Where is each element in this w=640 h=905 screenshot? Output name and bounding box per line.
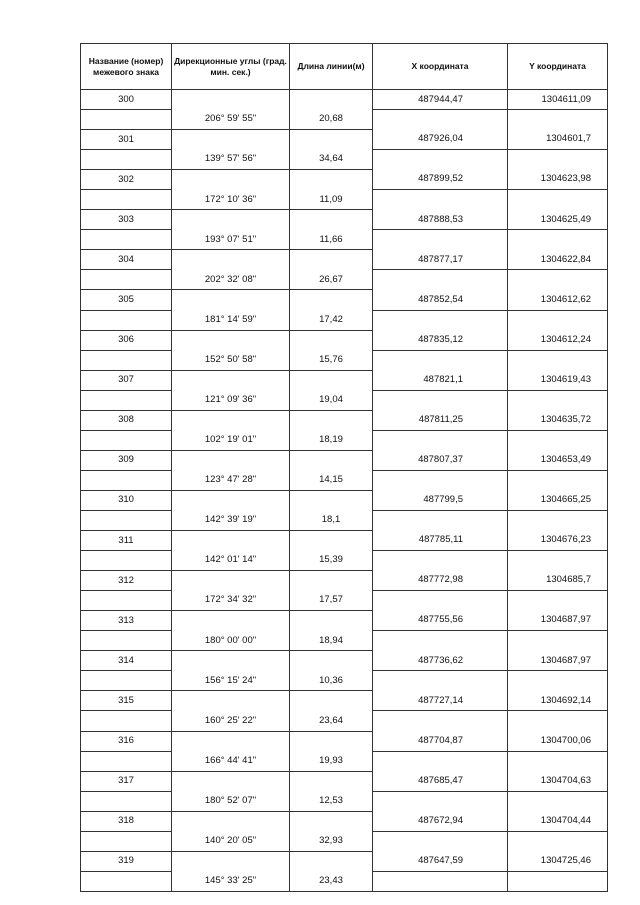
y-coordinate: 1304676,23: [508, 531, 608, 551]
point-name: 300: [81, 90, 172, 110]
x-coordinate: 487852,54: [373, 290, 508, 310]
empty-cell: [290, 611, 373, 631]
table-row-point: [81, 370, 608, 390]
line-length: 18,19: [290, 430, 373, 450]
empty-cell: [290, 571, 373, 591]
empty-cell: [373, 591, 508, 611]
empty-cell: [81, 871, 172, 891]
table-row-point: [81, 851, 608, 871]
empty-cell: [373, 430, 508, 450]
empty-cell: [373, 270, 508, 290]
empty-cell: [172, 611, 290, 631]
x-coordinate: 487888,53: [373, 210, 508, 230]
empty-cell: [81, 551, 172, 571]
empty-cell: [172, 410, 290, 430]
empty-cell: [290, 811, 373, 831]
empty-cell: [290, 450, 373, 470]
x-coordinate: 487899,52: [373, 170, 508, 190]
point-name: 316: [81, 731, 172, 751]
empty-cell: [81, 831, 172, 851]
empty-cell: [290, 250, 373, 270]
point-name: 308: [81, 410, 172, 430]
direction-angle: 172° 10' 36": [172, 190, 290, 210]
empty-cell: [172, 851, 290, 871]
empty-cell: [373, 551, 508, 571]
y-coordinate: 1304704,44: [508, 811, 608, 831]
table-row-point: [81, 210, 608, 230]
empty-cell: [508, 751, 608, 771]
y-coordinate: 1304612,62: [508, 290, 608, 310]
table-row-point: [81, 330, 608, 350]
empty-cell: [508, 430, 608, 450]
empty-cell: [81, 591, 172, 611]
direction-angle: 152° 50' 58": [172, 350, 290, 370]
empty-cell: [81, 310, 172, 330]
x-coordinate: 487772,98: [373, 571, 508, 591]
table-row-point: [81, 571, 608, 591]
point-name: 318: [81, 811, 172, 831]
table-row-segment: [81, 631, 608, 651]
boundary-points-table: [80, 43, 608, 892]
empty-cell: [373, 190, 508, 210]
table-row-segment: [81, 871, 608, 891]
x-coordinate: 487647,59: [373, 851, 508, 871]
empty-cell: [81, 470, 172, 490]
empty-cell: [290, 771, 373, 791]
empty-cell: [81, 270, 172, 290]
line-length: 19,04: [290, 390, 373, 410]
empty-cell: [81, 510, 172, 530]
empty-cell: [508, 510, 608, 530]
point-name: 310: [81, 490, 172, 510]
empty-cell: [508, 711, 608, 731]
x-coordinate: 487799,5: [373, 490, 508, 510]
y-coordinate: 1304623,98: [508, 170, 608, 190]
line-length: 20,68: [290, 110, 373, 130]
direction-angle: 172° 34' 32": [172, 591, 290, 611]
line-length: 11,09: [290, 190, 373, 210]
point-name: 317: [81, 771, 172, 791]
empty-cell: [508, 270, 608, 290]
empty-cell: [172, 370, 290, 390]
point-name: 313: [81, 611, 172, 631]
empty-cell: [290, 210, 373, 230]
table-row-segment: [81, 390, 608, 410]
table-row-point: [81, 450, 608, 470]
empty-cell: [373, 510, 508, 530]
x-coordinate: 487785,11: [373, 531, 508, 551]
table-row-segment: [81, 831, 608, 851]
empty-cell: [172, 170, 290, 190]
empty-cell: [81, 230, 172, 250]
x-coordinate: 487821,1: [373, 370, 508, 390]
direction-angle: 166° 44' 41": [172, 751, 290, 771]
empty-cell: [81, 110, 172, 130]
empty-cell: [81, 190, 172, 210]
empty-cell: [172, 531, 290, 551]
x-coordinate: 487672,94: [373, 811, 508, 831]
empty-cell: [81, 430, 172, 450]
coordinates-document: [80, 43, 607, 892]
header-x-coordinate: X координата: [373, 44, 508, 90]
line-length: 15,76: [290, 350, 373, 370]
table-row-point: [81, 410, 608, 430]
empty-cell: [172, 651, 290, 671]
empty-cell: [508, 110, 608, 130]
empty-cell: [373, 390, 508, 410]
empty-cell: [508, 671, 608, 691]
header-direction-angle: Дирекционные углы (град. мин. сек.): [172, 44, 290, 90]
line-length: 17,42: [290, 310, 373, 330]
direction-angle: 202° 32' 08": [172, 270, 290, 290]
line-length: 18,1: [290, 510, 373, 530]
direction-angle: 181° 14' 59": [172, 310, 290, 330]
direction-angle: 206° 59' 55": [172, 110, 290, 130]
table-row-segment: [81, 671, 608, 691]
x-coordinate: 487685,47: [373, 771, 508, 791]
empty-cell: [290, 290, 373, 310]
table-row-point: [81, 811, 608, 831]
direction-angle: 123° 47' 28": [172, 470, 290, 490]
table-row-segment: [81, 150, 608, 170]
line-length: 26,67: [290, 270, 373, 290]
empty-cell: [81, 751, 172, 771]
line-length: 15,39: [290, 551, 373, 571]
empty-cell: [290, 410, 373, 430]
empty-cell: [172, 250, 290, 270]
empty-cell: [172, 731, 290, 751]
table-row-segment: [81, 270, 608, 290]
table-row-point: [81, 731, 608, 751]
empty-cell: [373, 470, 508, 490]
table-row-point: [81, 611, 608, 631]
empty-cell: [172, 571, 290, 591]
empty-cell: [172, 130, 290, 150]
empty-cell: [373, 230, 508, 250]
table-row-segment: [81, 751, 608, 771]
table-row-segment: [81, 310, 608, 330]
empty-cell: [172, 771, 290, 791]
direction-angle: 140° 20' 05": [172, 831, 290, 851]
table-row-point: [81, 651, 608, 671]
y-coordinate: 1304625,49: [508, 210, 608, 230]
empty-cell: [81, 631, 172, 651]
empty-cell: [508, 190, 608, 210]
empty-cell: [508, 591, 608, 611]
table-row-point: [81, 290, 608, 310]
empty-cell: [373, 671, 508, 691]
y-coordinate: 1304704,63: [508, 771, 608, 791]
direction-angle: 102° 19' 01": [172, 430, 290, 450]
empty-cell: [290, 90, 373, 110]
table-row-segment: [81, 510, 608, 530]
empty-cell: [172, 330, 290, 350]
empty-cell: [508, 551, 608, 571]
table-row-segment: [81, 791, 608, 811]
y-coordinate: 1304685,7: [508, 571, 608, 591]
table-row-segment: [81, 551, 608, 571]
empty-cell: [172, 210, 290, 230]
empty-cell: [373, 631, 508, 651]
table-row-segment: [81, 350, 608, 370]
y-coordinate: 1304687,97: [508, 651, 608, 671]
empty-cell: [290, 531, 373, 551]
direction-angle: 142° 01' 14": [172, 551, 290, 571]
empty-cell: [172, 811, 290, 831]
direction-angle: 142° 39' 19": [172, 510, 290, 530]
table-row-point: [81, 490, 608, 510]
line-length: 23,64: [290, 711, 373, 731]
point-name: 311: [81, 531, 172, 551]
line-length: 14,15: [290, 470, 373, 490]
empty-cell: [508, 470, 608, 490]
table-row-point: [81, 531, 608, 551]
x-coordinate: 487835,12: [373, 330, 508, 350]
empty-cell: [373, 831, 508, 851]
empty-cell: [373, 110, 508, 130]
direction-angle: 156° 15' 24": [172, 671, 290, 691]
empty-cell: [508, 150, 608, 170]
table-row-point: [81, 90, 608, 110]
table-row-point: [81, 170, 608, 190]
y-coordinate: 1304611,09: [508, 90, 608, 110]
empty-cell: [508, 230, 608, 250]
direction-angle: 160° 25' 22": [172, 711, 290, 731]
empty-cell: [172, 90, 290, 110]
x-coordinate: 487926,04: [373, 130, 508, 150]
x-coordinate: 487877,17: [373, 250, 508, 270]
empty-cell: [508, 831, 608, 851]
empty-cell: [290, 691, 373, 711]
y-coordinate: 1304635,72: [508, 410, 608, 430]
table-row-point: [81, 691, 608, 711]
empty-cell: [172, 490, 290, 510]
empty-cell: [290, 731, 373, 751]
empty-cell: [373, 310, 508, 330]
empty-cell: [172, 290, 290, 310]
line-length: 12,53: [290, 791, 373, 811]
x-coordinate: 487944,47: [373, 90, 508, 110]
header-line-length: Длина линии(м): [290, 44, 373, 90]
direction-angle: 180° 52' 07": [172, 791, 290, 811]
header-y-coordinate: Y координата: [508, 44, 608, 90]
line-length: 10,36: [290, 671, 373, 691]
y-coordinate: 1304692,14: [508, 691, 608, 711]
empty-cell: [290, 851, 373, 871]
empty-cell: [290, 130, 373, 150]
empty-cell: [373, 791, 508, 811]
point-name: 301: [81, 130, 172, 150]
point-name: 309: [81, 450, 172, 470]
table-row-segment: [81, 230, 608, 250]
line-length: 19,93: [290, 751, 373, 771]
y-coordinate: 1304622,84: [508, 250, 608, 270]
y-coordinate: 1304601,7: [508, 130, 608, 150]
x-coordinate: 487755,56: [373, 611, 508, 631]
point-name: 314: [81, 651, 172, 671]
direction-angle: 139° 57' 56": [172, 150, 290, 170]
empty-cell: [373, 150, 508, 170]
x-coordinate: 487704,87: [373, 731, 508, 751]
table-row-point: [81, 130, 608, 150]
line-length: 23,43: [290, 871, 373, 891]
table-body: [81, 90, 608, 892]
empty-cell: [290, 370, 373, 390]
empty-cell: [290, 651, 373, 671]
point-name: 312: [81, 571, 172, 591]
x-coordinate: 487811,25: [373, 410, 508, 430]
table-row-point: [81, 250, 608, 270]
y-coordinate: 1304700,06: [508, 731, 608, 751]
empty-cell: [508, 631, 608, 651]
direction-angle: 145° 33' 25": [172, 871, 290, 891]
empty-cell: [81, 350, 172, 370]
table-row-segment: [81, 190, 608, 210]
header-point-name: Название (номер) межевого знака: [81, 44, 172, 90]
empty-cell: [290, 170, 373, 190]
empty-cell: [81, 671, 172, 691]
direction-angle: 180° 00' 00": [172, 631, 290, 651]
point-name: 319: [81, 851, 172, 871]
point-name: 315: [81, 691, 172, 711]
y-coordinate: 1304725,46: [508, 851, 608, 871]
empty-cell: [172, 450, 290, 470]
point-name: 305: [81, 290, 172, 310]
line-length: 34,64: [290, 150, 373, 170]
x-coordinate: 487727,14: [373, 691, 508, 711]
y-coordinate: 1304619,43: [508, 370, 608, 390]
line-length: 18,94: [290, 631, 373, 651]
empty-cell: [373, 871, 508, 891]
empty-cell: [81, 791, 172, 811]
empty-cell: [81, 150, 172, 170]
empty-cell: [81, 711, 172, 731]
table-row-segment: [81, 110, 608, 130]
empty-cell: [290, 490, 373, 510]
line-length: 17,57: [290, 591, 373, 611]
y-coordinate: 1304653,49: [508, 450, 608, 470]
point-name: 302: [81, 170, 172, 190]
line-length: 11,66: [290, 230, 373, 250]
direction-angle: 193° 07' 51": [172, 230, 290, 250]
table-row-segment: [81, 470, 608, 490]
empty-cell: [508, 871, 608, 891]
x-coordinate: 487807,37: [373, 450, 508, 470]
y-coordinate: 1304687,97: [508, 611, 608, 631]
empty-cell: [508, 791, 608, 811]
table-row-point: [81, 771, 608, 791]
empty-cell: [290, 330, 373, 350]
line-length: 32,93: [290, 831, 373, 851]
empty-cell: [172, 691, 290, 711]
x-coordinate: 487736,62: [373, 651, 508, 671]
table-header-row: [81, 44, 608, 90]
table-row-segment: [81, 711, 608, 731]
table-row-segment: [81, 591, 608, 611]
empty-cell: [508, 350, 608, 370]
empty-cell: [373, 751, 508, 771]
empty-cell: [373, 350, 508, 370]
y-coordinate: 1304665,25: [508, 490, 608, 510]
table-row-segment: [81, 430, 608, 450]
point-name: 306: [81, 330, 172, 350]
empty-cell: [81, 390, 172, 410]
direction-angle: 121° 09' 36": [172, 390, 290, 410]
y-coordinate: 1304612,24: [508, 330, 608, 350]
point-name: 304: [81, 250, 172, 270]
empty-cell: [508, 390, 608, 410]
empty-cell: [508, 310, 608, 330]
point-name: 303: [81, 210, 172, 230]
empty-cell: [373, 711, 508, 731]
point-name: 307: [81, 370, 172, 390]
